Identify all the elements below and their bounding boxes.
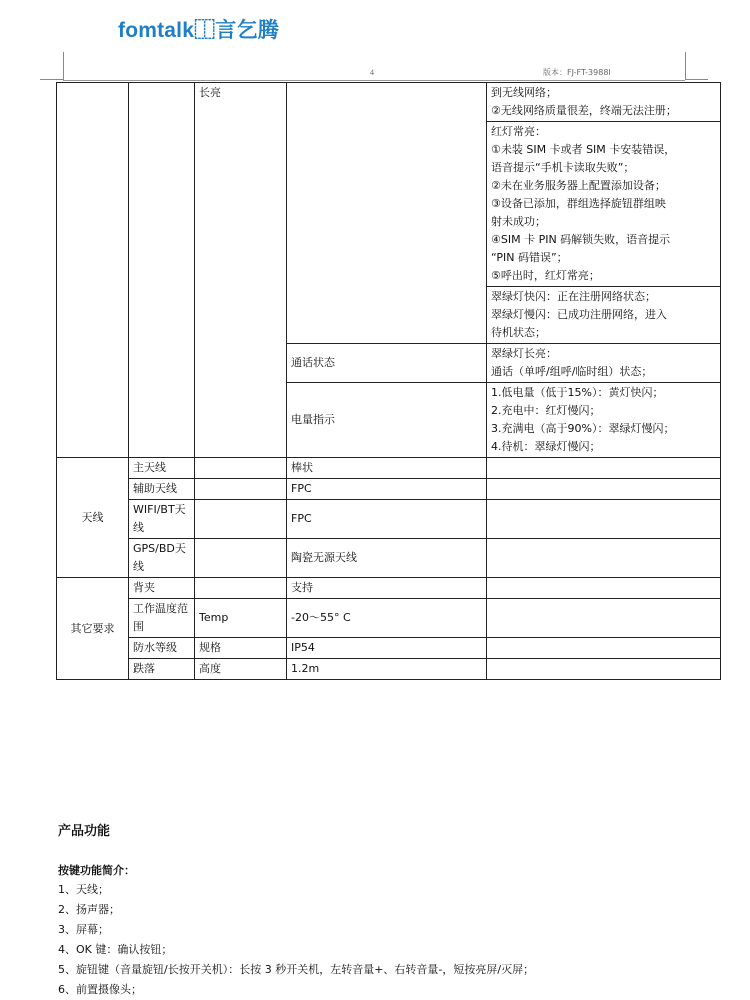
antenna-spec: FPC [287, 479, 487, 500]
section-title: 产品功能 [58, 824, 111, 839]
antenna-desc [487, 500, 721, 539]
led-category-cell [57, 83, 129, 458]
antenna-desc [487, 539, 721, 578]
other-value: IP54 [287, 638, 487, 659]
crop-mark-right-v [685, 52, 686, 80]
page-number: 4 [370, 68, 374, 77]
list-item: 4、OK 键：确认按钮； [58, 943, 173, 956]
crop-mark-left-h [40, 79, 63, 80]
list-item: 2、扬声器； [58, 903, 120, 916]
led-desc-2: 红灯常亮： ①未装 SIM 卡或者 SIM 卡安装错误， 语音提示“手机卡读取失败”； ②未在业务服务器上配置添加设备； ③设备已添加，群组选择旋钮群组映 射未成功； ④SIM 卡 PIN 码解锁失败，语音提示 “PIN 码错误”； ⑤呼出时，红灯常亮； [487, 122, 721, 287]
antenna-item: GPS/BD天线 [129, 539, 195, 578]
other-desc [487, 659, 721, 680]
battery-desc: 1.低电量（低于15%）：黄灯快闪； 2.充电中：红灯慢闪； 3.充满电（高于90%）：翠绿灯慢闪； 4.待机：翠绿灯慢闪； [487, 383, 721, 458]
header-rule [63, 80, 685, 81]
company-logo: fomtalk⿰言乞腾 [118, 18, 279, 42]
other-item: 跌落 [129, 659, 195, 680]
list-item: 6、前置摄像头； [58, 983, 142, 996]
list-item: 5、旋钮键（音量旋钮/长按开关机）：长按 3 秒开关机，左转音量+、右转音量-，短按亮屏/灭屏； [58, 963, 535, 976]
led-item-cell [129, 83, 195, 458]
call-state-label: 通话状态 [287, 344, 487, 383]
antenna-item: 主天线 [129, 458, 195, 479]
other-param [195, 578, 287, 599]
other-value: 支持 [287, 578, 487, 599]
spec-table [56, 82, 721, 680]
other-category: 其它要求 [57, 578, 129, 680]
other-value: -20～55° C [287, 599, 487, 638]
antenna-spec: FPC [287, 500, 487, 539]
antenna-desc [487, 458, 721, 479]
antenna-param [195, 458, 287, 479]
call-state-desc: 翠绿灯长亮： 通话（单呼/组呼/临时组）状态； [487, 344, 721, 383]
antenna-param [195, 539, 287, 578]
antenna-spec: 陶瓷无源天线 [287, 539, 487, 578]
antenna-category: 天线 [57, 458, 129, 578]
other-param: 规格 [195, 638, 287, 659]
other-desc [487, 599, 721, 638]
other-param: 高度 [195, 659, 287, 680]
antenna-param [195, 500, 287, 539]
led-param-cell: 长亮 [195, 83, 287, 458]
other-param: Temp [195, 599, 287, 638]
document-version: 版本：FJ-FT-3988I [543, 68, 611, 77]
key-intro-heading: 按键功能简介： [58, 864, 135, 877]
crop-mark-left-v [63, 52, 64, 80]
other-item: 背夹 [129, 578, 195, 599]
battery-label: 电量指示 [287, 383, 487, 458]
other-value: 1.2m [287, 659, 487, 680]
antenna-param [195, 479, 287, 500]
led-status-cell [287, 83, 487, 344]
antenna-item: 辅助天线 [129, 479, 195, 500]
list-item: 3、屏幕； [58, 923, 109, 936]
list-item: 1、天线； [58, 883, 109, 896]
key-function-list [58, 880, 534, 1000]
other-desc [487, 578, 721, 599]
antenna-desc [487, 479, 721, 500]
other-item: 工作温度范围 [129, 599, 195, 638]
other-item: 防水等级 [129, 638, 195, 659]
antenna-spec: 棒状 [287, 458, 487, 479]
crop-mark-right-h [685, 79, 708, 80]
led-desc-3: 翠绿灯快闪：正在注册网络状态； 翠绿灯慢闪：已成功注册网络，进入 待机状态； [487, 287, 721, 344]
other-desc [487, 638, 721, 659]
antenna-item: WIFI/BT天线 [129, 500, 195, 539]
led-desc-1: 到无线网络； ②无线网络质量很差，终端无法注册； [487, 83, 721, 122]
